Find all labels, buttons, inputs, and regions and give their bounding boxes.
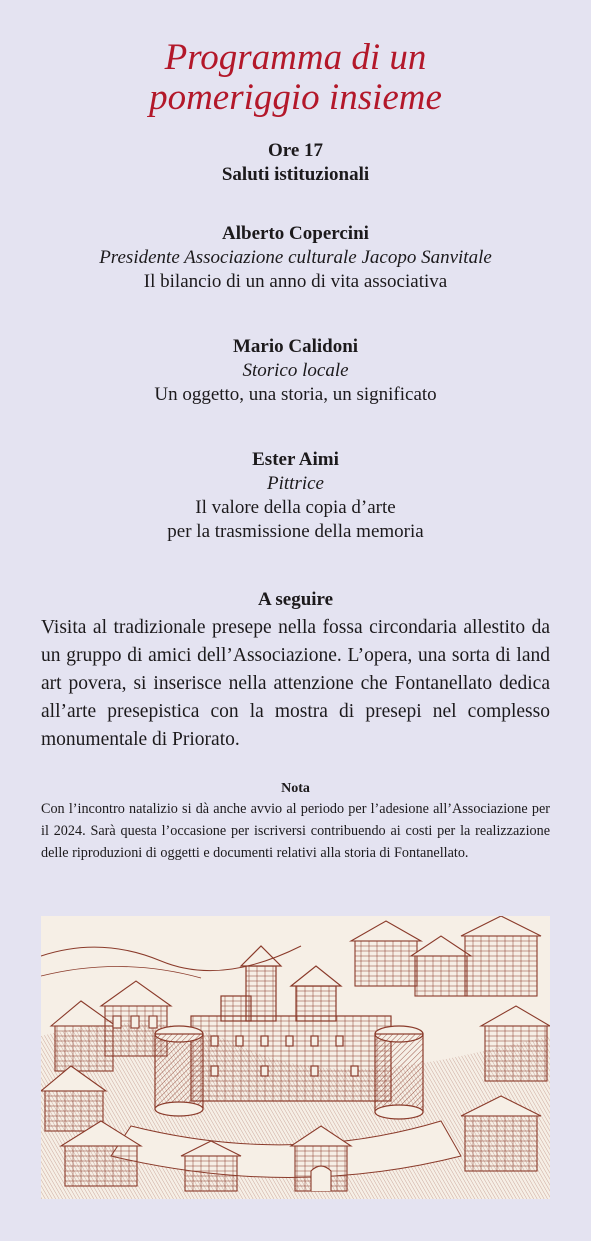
page-title bbox=[0, 38, 591, 118]
speaker-role: Storico locale bbox=[242, 360, 349, 381]
speaker-block bbox=[0, 335, 591, 407]
speaker-topic: Il bilancio di un anno di vita associativa bbox=[143, 271, 448, 292]
speaker-role: Pittrice bbox=[267, 473, 324, 494]
following-heading-block bbox=[0, 588, 591, 612]
opening-block bbox=[0, 139, 591, 187]
speaker-topic: Un oggetto, una storia, un significato bbox=[154, 384, 437, 405]
speaker-role: Presidente Associazione culturale Jacopo Sanvitale bbox=[99, 247, 492, 268]
note-heading: Nota bbox=[281, 781, 310, 796]
opening-time: Ore 17 bbox=[267, 140, 324, 161]
note-paragraph: Con l’incontro natalizio si dà anche avvio al periodo per l’adesione all’Associazione per il 2024. Sarà questa l’occasione per iscriversi contribuendo ai costi per la realizzazione delle riproduzioni di oggetti e documenti relativi alla storia di Fontanellato. bbox=[41, 801, 550, 861]
following-heading: A seguire bbox=[257, 589, 334, 610]
etching-drawing bbox=[41, 916, 550, 1199]
speaker-name: Alberto Copercini bbox=[222, 223, 369, 244]
speaker-topic-line-2: per la trasmissione della memoria bbox=[167, 521, 424, 542]
speaker-topic: Il valore della copia d’arte bbox=[195, 497, 396, 518]
speaker-block bbox=[0, 222, 591, 294]
following-paragraph: Visita al tradizionale presepe nella fossa circondaria allestito da un gruppo di amici dell’Associazione. L’opera, una sorta di land art povera, si inserisce nella attenzione che Fontanellato dedica all’arte presepistica con la mostra di presepi nel complesso monumentale di Priorato. bbox=[41, 617, 550, 750]
speaker-name: Ester Aimi bbox=[252, 449, 339, 470]
speaker-name: Mario Calidoni bbox=[232, 336, 359, 357]
title-line-1: Programma di un bbox=[164, 37, 427, 78]
title-line-2: pomeriggio insieme bbox=[149, 77, 442, 118]
opening-label: Saluti istituzionali bbox=[221, 164, 370, 185]
historical-etching-illustration bbox=[41, 916, 550, 1199]
speaker-block bbox=[0, 448, 591, 544]
